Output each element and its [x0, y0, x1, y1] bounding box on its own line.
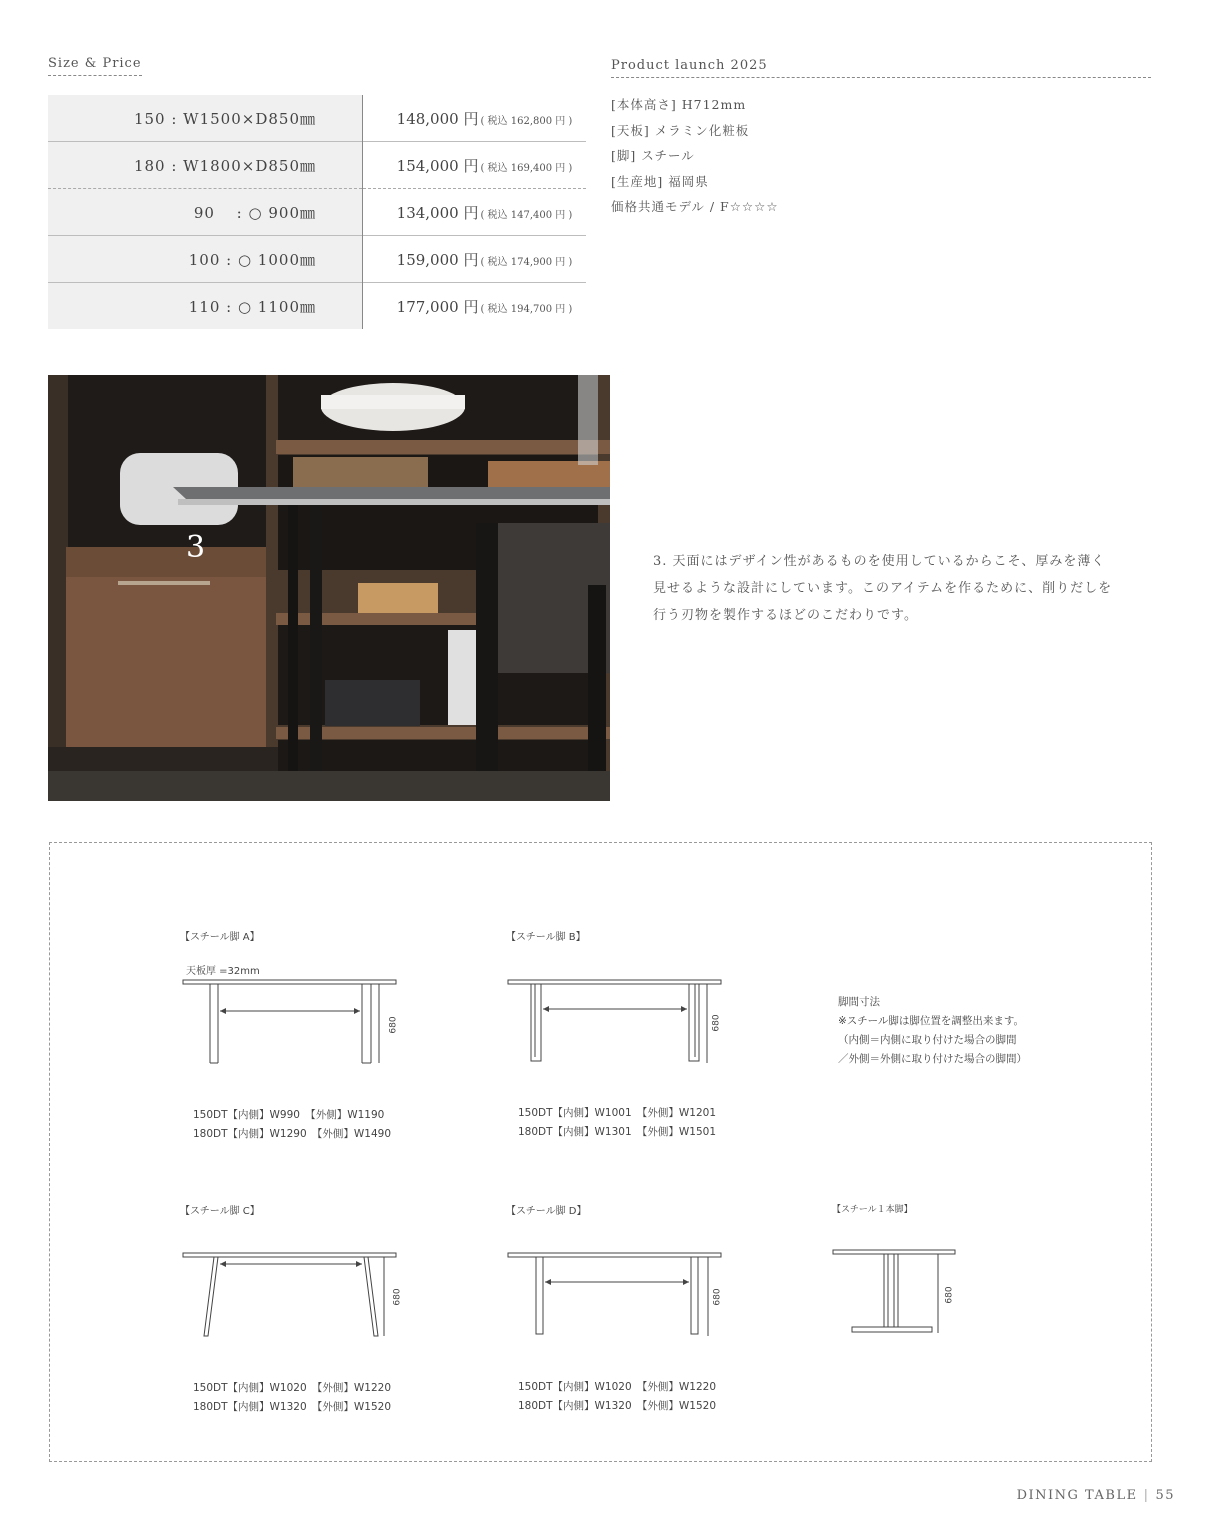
dims-line: 150DT【内側】W1020 【外側】W1220: [518, 1381, 716, 1393]
spec-leg: [脚] スチール: [611, 148, 695, 163]
diagram-c-dims: [193, 1379, 391, 1417]
leg-spacing-note: [838, 993, 1027, 1069]
spec-list: [611, 92, 779, 220]
caption-line: 3. 天面にはデザイン性があるものを使用しているからこそ、厚みを薄く: [653, 554, 1106, 569]
diagram-b-title: 【スチール脚 B】: [506, 932, 586, 943]
diagram-a-note: 天板厚 =32mm: [186, 966, 260, 977]
footer-section: DINING TABLE: [1016, 1488, 1138, 1503]
size-price-title: Size & Price: [48, 56, 142, 76]
note-line: ※スチール脚は脚位置を調整出来ます。: [838, 1015, 1025, 1027]
tax-value: ( 税込 174,900 円 ): [480, 256, 573, 268]
tax-value: ( 税込 194,700 円 ): [480, 303, 573, 315]
size-cell: 100 : ○ 1000㎜: [48, 236, 363, 283]
tax-value: ( 税込 162,800 円 ): [480, 115, 573, 127]
diagram-a-title: 【スチール脚 A】: [180, 932, 260, 943]
price-cell: [363, 236, 587, 283]
spec-height: [本体高さ] H712mm: [611, 97, 747, 112]
footer-separator: |: [1143, 1488, 1150, 1503]
note-line: （内側＝内側に取り付けた場合の脚間: [838, 1034, 1017, 1046]
leg-d-drawing: [505, 1248, 735, 1343]
size-cell: 110 : ○ 1100㎜: [48, 283, 363, 330]
dims-line: 180DT【内側】W1301 【外側】W1501: [518, 1126, 716, 1138]
caption-line: 見せるような設計にしています。このアイテムを作るために、削りだしを: [653, 581, 1113, 596]
table-row: [48, 236, 586, 283]
diagram-a-height: 680: [388, 1016, 399, 1034]
spec-model: 価格共通モデル / F☆☆☆☆: [611, 199, 779, 214]
price-value: 154,000 円: [396, 156, 479, 175]
table-row: [48, 189, 586, 236]
note-line: ／外側＝外側に取り付けた場合の脚間）: [838, 1053, 1027, 1065]
photo-number: 3: [186, 530, 206, 565]
diagram-c-height: 680: [392, 1288, 403, 1306]
spec-origin: [生産地] 福岡県: [611, 173, 709, 189]
dims-line: 180DT【内側】W1290 【外側】W1490: [193, 1128, 391, 1140]
caption-line: 行う刃物を製作するほどのこだわりです。: [653, 608, 918, 623]
leg-e-drawing: [830, 1245, 960, 1340]
size-cell: 90 : ○ 900㎜: [48, 189, 363, 236]
price-value: 134,000 円: [396, 203, 479, 222]
size-cell: 180 : W1800×D850㎜: [48, 142, 363, 189]
table-row: [48, 283, 586, 330]
diagram-d-dims: [518, 1378, 716, 1416]
price-value: 177,000 円: [396, 297, 479, 316]
photo-illustration: [48, 375, 610, 801]
diagram-e-height: 680: [944, 1286, 955, 1304]
tax-value: ( 税込 169,400 円 ): [480, 162, 573, 174]
leg-b-drawing: [505, 975, 735, 1070]
page-number: 55: [1155, 1488, 1175, 1503]
diagram-d-title: 【スチール脚 D】: [506, 1206, 587, 1217]
page-footer: [1017, 1488, 1175, 1503]
table-row: [48, 95, 586, 142]
price-cell: [363, 95, 587, 142]
price-cell: [363, 189, 587, 236]
price-value: 148,000 円: [396, 109, 479, 128]
price-table: [48, 95, 586, 329]
diagram-e-title: 【スチール１本脚】: [832, 1205, 913, 1215]
dims-line: 180DT【内側】W1320 【外側】W1520: [193, 1401, 391, 1413]
diagram-c-title: 【スチール脚 C】: [180, 1206, 260, 1217]
dims-line: 150DT【内側】W1001 【外側】W1201: [518, 1107, 716, 1119]
table-row: [48, 142, 586, 189]
price-value: 159,000 円: [396, 250, 479, 269]
leg-c-drawing: [180, 1248, 410, 1343]
tax-value: ( 税込 147,400 円 ): [480, 209, 573, 221]
spec-top: [天板] メラミン化粧板: [611, 122, 750, 138]
product-photo: [48, 375, 610, 801]
specs-title: Product launch 2025: [611, 58, 1151, 78]
diagram-b-height: 680: [711, 1014, 722, 1032]
dims-line: 150DT【内側】W990 【外側】W1190: [193, 1109, 385, 1121]
price-cell: [363, 142, 587, 189]
feature-caption: [653, 548, 1133, 629]
price-cell: [363, 283, 587, 330]
leg-a-drawing: [180, 975, 410, 1070]
diagram-d-height: 680: [712, 1288, 723, 1306]
dims-line: 150DT【内側】W1020 【外側】W1220: [193, 1382, 391, 1394]
diagram-b-dims: [518, 1104, 716, 1142]
size-cell: 150 : W1500×D850㎜: [48, 95, 363, 142]
diagram-a-dims: [193, 1106, 391, 1144]
dims-line: 180DT【内側】W1320 【外側】W1520: [518, 1400, 716, 1412]
note-line: 脚間寸法: [838, 996, 880, 1008]
